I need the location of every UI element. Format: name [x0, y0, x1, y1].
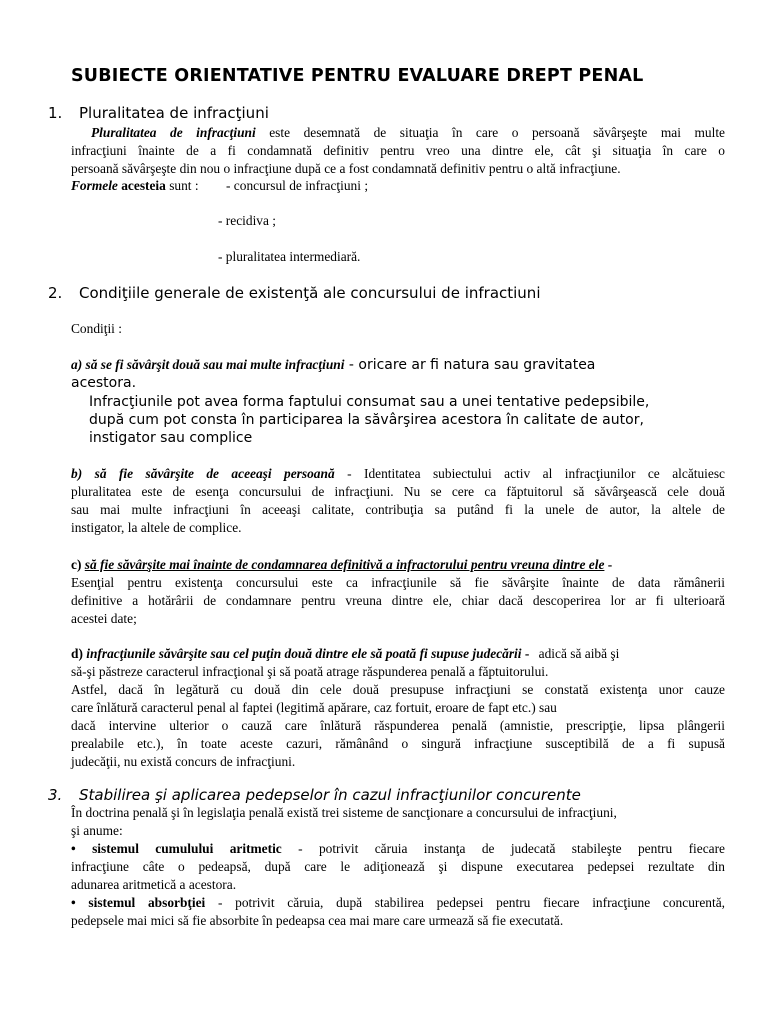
form-item-recidiva: - recidiva ; [218, 213, 276, 228]
condition-a [71, 356, 725, 392]
condition-c [71, 556, 725, 628]
cumul-line: adunarea aritmetică a acestora. [71, 877, 237, 892]
acesteia-label: acesteia [121, 178, 166, 193]
condition-a-detail-line: Infracţiunile pot avea forma faptului consumat sau a unei tentative pedepsibile, [89, 394, 650, 410]
condition-d-prefix: d) [71, 646, 87, 661]
condition-c-line: Esenţial pentru existenţa concursului este ca infracţiunile să fie săvârşite înainte de data rămânerii [71, 575, 725, 590]
section-3-number: 3. [48, 786, 63, 804]
condition-c-line: acestei date; [71, 611, 137, 626]
condition-a-details [89, 393, 729, 447]
cumul-line: infracţiune câte o pedeapsă, după care le adiţionează şi dispune executarea pedepsei rezultate din [71, 859, 725, 874]
condition-a-detail-line: după cum pot consta în participarea la săvârşirea acestora în calitate de autor, [89, 412, 644, 428]
condition-d-para-line: dacă intervine ulterior o cauză care înlătură răspunderea penală (amnistie, prescripţie, lipsa plângerii [71, 718, 725, 733]
conditii-label: Condiţii : [71, 321, 122, 336]
intro-line-1: este desemnată de situaţia în care o persoană săvârşeşte mai multe [255, 125, 725, 140]
condition-b-label: b) să fie săvârşite de aceeaşi persoană [71, 466, 335, 481]
condition-d-dash: - [521, 646, 530, 661]
section-1-number: 1. [48, 104, 63, 122]
condition-c-dash: - [604, 557, 613, 572]
cumul-rest: - potrivit căruia instanţa de judecată stabileşte pentru fiecare [281, 841, 725, 856]
absorb-rest: - potrivit căruia, după stabilirea pedepsei pentru fiecare infracţiune concurentă, [205, 895, 725, 910]
form-item-pluralitate-intermediara: - pluralitatea intermediară. [218, 249, 361, 264]
absorb-bullet: • [71, 895, 89, 910]
cumul-bullet: • [71, 841, 93, 856]
condition-d-para-line: care înlătură caracterul penal al faptei (legitimă apărare, caz fortuit, eroare de fapt etc.) sau [71, 700, 557, 715]
condition-d-label: infracţiunile săvârşite sau cel puţin două dintre ele să poată fi supuse judecării [86, 646, 522, 661]
section-2-heading [48, 284, 540, 302]
absorb-label: sistemul absorbţiei [88, 895, 206, 910]
condition-a-rest: - oricare ar fi natura sau gravitatea [344, 357, 596, 373]
condition-b-rest: - Identitatea subiectului activ al infracţiunilor ce alcătuiesc [334, 466, 725, 481]
condition-c-prefix: c) [71, 557, 85, 572]
section-3-intro-line: şi anume: [71, 823, 123, 838]
section-3-intro-line: În doctrina penală şi în legislaţia penală există trei sisteme de sancţionare a concursului de infracţiuni, [71, 805, 617, 820]
intro-term: Pluralitatea de infracţiuni [91, 125, 256, 140]
condition-d [71, 645, 725, 771]
section-3-heading [48, 786, 581, 804]
page-title: SUBIECTE ORIENTATIVE PENTRU EVALUARE DREPT PENAL [71, 66, 644, 86]
section-2-title: Condiţiile generale de existenţă ale concursului de infractiuni [79, 284, 541, 302]
section-2-number: 2. [48, 284, 63, 302]
sunt-label: sunt : [165, 178, 199, 193]
condition-d-para-line: prealabile etc.), în toate aceste cazuri, rămânând o singură infracţiune susceptibilă de a fi supusă [71, 736, 725, 751]
condition-a-rest-2: acestora. [71, 375, 137, 391]
condition-d-rest: adică să aibă şi [535, 646, 620, 661]
condition-d-para-line: judecăţii, nu există concurs de infracţiuni. [71, 754, 296, 769]
formele-label: Formele [71, 178, 118, 193]
intro-line-2: infracţiuni înainte de a fi condamnată definitiv pentru vreo una dintre ele, cât şi situaţia în care o [71, 143, 725, 158]
section-1-heading [48, 104, 269, 122]
intro-line-3: persoană săvârşeşte din nou o infracţiune după ce a fost condamnată definitiv pentru o altă infracţiune. [71, 161, 621, 176]
condition-d-line-2: să-şi păstreze caracterul infracţional şi să poată atrage răspunderea penală a făptuitorului. [71, 664, 549, 679]
section-3-body [71, 804, 725, 930]
section-1-title: Pluralitatea de infracţiuni [79, 104, 269, 122]
cumul-label: sistemul cumulului aritmetic [92, 841, 282, 856]
condition-d-para-line: Astfel, dacă în legătură cu două din cele două presupuse infracţiuni se constată existenţa unor cauze [71, 682, 725, 697]
section-3-title: Stabilirea şi aplicarea pedepselor în cazul infracţiunilor concurente [79, 786, 581, 804]
condition-b-line: instigator, la altele de complice. [71, 520, 242, 535]
section-1-intro [71, 124, 725, 178]
condition-a-label: a) să se fi săvârşit două sau mai multe infracţiuni [71, 357, 345, 372]
form-item-concurs: - concursul de infracţiuni ; [226, 178, 369, 193]
absorb-line-2: pedepsele mai mici să fie absorbite în pedeapsa cea mai mare care urmează să fie executată. [71, 913, 564, 928]
condition-c-label: să fie săvârşite mai înainte de condamnarea definitivă a infractorului pentru vreuna dintre ele [84, 557, 605, 572]
condition-b [71, 465, 725, 537]
condition-a-detail-line: instigator sau complice [89, 430, 253, 446]
condition-c-line: definitive a hotărârii de condamnare pentru vreuna dintre ele, chiar dacă descoperirea lor ar fi ulterioară [71, 593, 725, 608]
forms-label [71, 178, 199, 194]
condition-b-line: pluralitatea este de esenţa concursului de infracţiuni. Nu se cere ca făptuitorul să săvârşească cele două [71, 484, 725, 499]
condition-b-line: sau mai multe infracţiuni în aceeaşi calitate, contribuţia sa putând fi la unele de autor, la altele de [71, 502, 725, 517]
